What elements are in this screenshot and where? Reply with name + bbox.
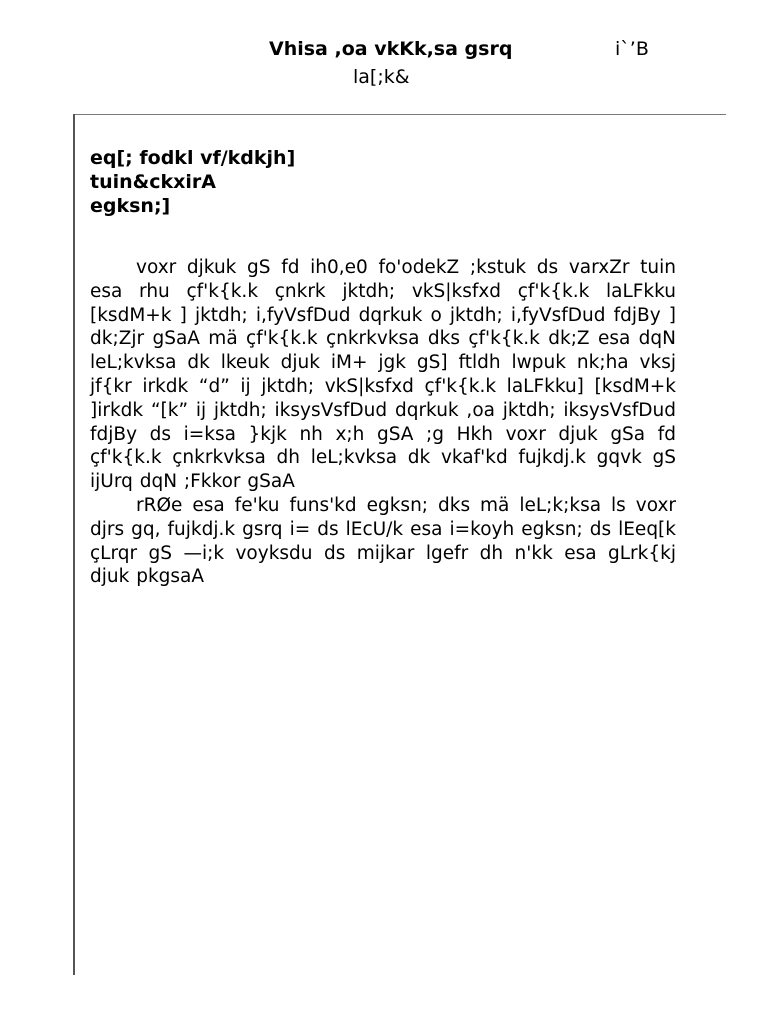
top-border-line: [74, 114, 726, 115]
addressee-line-3: egksn;]: [90, 195, 171, 217]
body-paragraph-1: voxr djkuk gS fd ih0,e0 fo'odekZ ;kstuk ds varxZr tuin esa rhu çf'k{k.k çnkrk jktdh; vkS|ksfxd çf'k{k.k laLFkku [ksdM+k ] jktdh; i,fyVsfDud dqrkuk o jktdh; i,fyVsfDud fdjBy ] dk;Zjr gSaA mä çf'k{k.k çnkrkvksa dks çf'k{k.k dk;Z esa dqN leL;kvksa dk lkeuk djuk iM+ jgk gS] ftldh lwpuk nk;ha vksj jf{kr irkdk “d” ij jktdh; vkS|ksfxd çf'k{k.k laLFkku] [ksdM+k ]irkdk “[k” ij jktdh; iksysVsfDud dqrkuk ,oa jktdh; iksysVsfDud fdjBy ds i=ksa }kjk nh x;h gSA ;g Hkh voxr djuk gSa fd çf'k{k.k çnkrkvksa dh leL;kvksa dk vkaf'kd fujkdj.k gqvk gS ijUrq dqN ;Fkkor gSaA: [90, 257, 676, 493]
body-text: [90, 256, 676, 589]
body-paragraph-2: rRØe esa fe'ku funs'kd egksn; dks mä leL;k;ksa ls voxr djrs gq, fujkdj.k gsrq i= ds lEcU/k esa i=koyh egksn; ds lEeq[k çLrqr gS —i;k voyksdu ds mijkar lgefr dh n'kk esa gLrk{kj djuk pkgsaA: [90, 494, 676, 588]
addressee-line-2: tuin&ckxirA: [90, 171, 216, 193]
page-number: i`’B: [615, 38, 649, 60]
left-border-line: [73, 114, 75, 975]
document-title: Vhisa ,oa vkKk,sa gsrq: [269, 38, 513, 60]
addressee-block: [90, 146, 295, 218]
addressee-line-1: eq[; fodkl vf/kdkjh]: [90, 147, 296, 169]
document-subtitle: la[;k&: [353, 66, 410, 88]
